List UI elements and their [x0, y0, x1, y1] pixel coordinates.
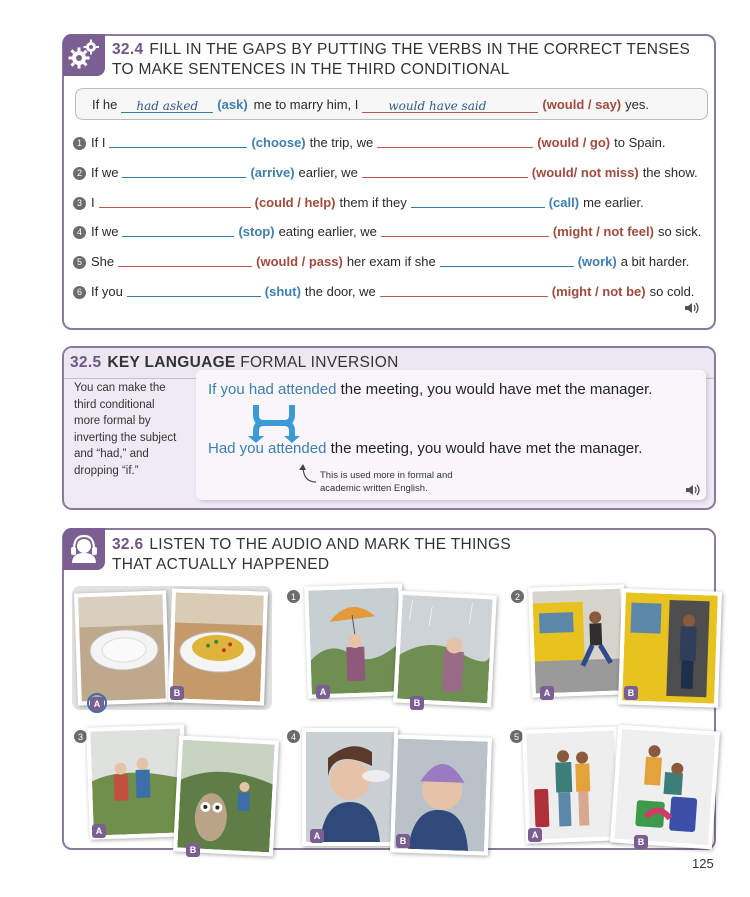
key-language-title: [70, 353, 399, 373]
item-text: If we: [91, 165, 119, 180]
picture-couple-with-suitcase[interactable]: [522, 726, 622, 843]
exercise-item-2: [73, 162, 698, 181]
picture-couple-packing-bags[interactable]: [610, 725, 720, 850]
option-a-badge[interactable]: A: [90, 697, 104, 711]
sentence-rest: the meeting, you would have met the manager.: [340, 381, 653, 398]
exercise-item-3: [73, 192, 644, 211]
item-number: 2: [73, 167, 86, 180]
item-number: 4: [73, 226, 86, 239]
item-text: a bit harder.: [620, 254, 690, 269]
title-bold: KEY LANGUAGE: [107, 354, 236, 371]
example-answer-field: [121, 98, 213, 113]
item-number: 6: [73, 286, 86, 299]
verb-cue: (would / go): [537, 135, 611, 150]
answer-field[interactable]: [122, 163, 246, 178]
option-a-badge[interactable]: A: [316, 685, 330, 699]
item-number: 3: [73, 197, 86, 210]
group-number: 2: [511, 590, 524, 603]
example-answer: would have said: [388, 98, 487, 113]
item-text: If I: [91, 135, 106, 150]
exercise-32-4-title: [112, 40, 690, 80]
item-text: me earlier.: [583, 195, 644, 210]
picture-people-on-hill[interactable]: [86, 724, 188, 839]
conditional-clause: If you had attended: [208, 381, 337, 398]
item-text: them if they: [339, 195, 407, 210]
option-b-badge[interactable]: B: [170, 686, 184, 700]
sentence-rest: the meeting, you would have met the manager.: [330, 440, 643, 457]
item-text: earlier, we: [298, 165, 358, 180]
exercise-item-5: [73, 251, 689, 270]
headphones-icon: [63, 528, 105, 570]
exercise-item-1: [73, 132, 665, 151]
verb-cue: (could / help): [254, 195, 336, 210]
title-line-1: FILL IN THE GAPS BY PUTTING THE VERBS IN THE CORRECT TENSES: [149, 41, 691, 58]
title-line-2: TO MAKE SENTENCES IN THE THIRD CONDITIONAL: [112, 61, 510, 78]
item-text: to Spain.: [614, 135, 666, 150]
verb-cue: (call): [548, 195, 580, 210]
curved-arrow-icon: [296, 462, 318, 486]
item-text: so cold.: [649, 284, 695, 299]
item-number: 1: [73, 137, 86, 150]
item-text: so sick.: [657, 224, 702, 239]
answer-field[interactable]: [127, 282, 261, 297]
example-text: me to marry him, I: [253, 96, 359, 112]
verb-cue: (would / pass): [256, 254, 343, 269]
answer-field[interactable]: [440, 252, 574, 267]
picture-owl-in-forest[interactable]: [173, 735, 279, 856]
audio-speaker-icon[interactable]: [684, 301, 700, 318]
title-line-2: THAT ACTUALLY HAPPENED: [112, 556, 330, 573]
answer-field[interactable]: [381, 222, 549, 237]
exercise-item-4: [73, 221, 701, 240]
item-text: her exam if she: [346, 254, 436, 269]
item-text: the trip, we: [309, 135, 374, 150]
inverted-clause: Had you attended: [208, 440, 327, 457]
picture-woman-with-umbrella[interactable]: [304, 583, 406, 698]
section-number: 32.4: [112, 41, 144, 58]
audio-speaker-icon[interactable]: [685, 483, 701, 500]
gears-icon: [63, 34, 105, 76]
answer-field[interactable]: [99, 193, 251, 208]
item-text: eating earlier, we: [278, 224, 377, 239]
verb-cue: (might / not feel): [552, 224, 654, 239]
verb-cue: (shut): [264, 284, 301, 299]
group-number: 3: [74, 730, 87, 743]
verb-cue: (ask): [217, 96, 248, 112]
item-text: If you: [91, 284, 123, 299]
item-text: If we: [91, 224, 119, 239]
answer-field[interactable]: [380, 282, 548, 297]
verb-cue: (would/ not miss): [531, 165, 639, 180]
verb-cue: (choose): [251, 135, 306, 150]
option-b-badge[interactable]: B: [410, 696, 424, 710]
group-number: 5: [510, 730, 523, 743]
option-b-badge[interactable]: B: [624, 686, 638, 700]
item-text: She: [91, 254, 115, 269]
item-text: the show.: [642, 165, 698, 180]
answer-field[interactable]: [411, 193, 545, 208]
exercise-item-6: [73, 281, 694, 300]
picture-man-running-for-train[interactable]: [528, 584, 628, 697]
section-number: 32.5: [70, 354, 102, 371]
verb-cue: (work): [577, 254, 617, 269]
item-number: 5: [73, 256, 86, 269]
example-answer-field: [362, 98, 538, 113]
verb-cue: (would / say): [542, 96, 622, 112]
usage-note: This is used more in formal and academic written English.: [320, 470, 453, 494]
example-text: yes.: [625, 96, 649, 112]
original-sentence: [208, 381, 652, 398]
verb-cue: (might / not be): [551, 284, 646, 299]
option-b-badge[interactable]: B: [186, 843, 200, 857]
option-a-badge[interactable]: A: [528, 828, 542, 842]
exercise-32-6-title: [112, 535, 511, 575]
example-text: If he: [92, 96, 118, 112]
group-number: 1: [287, 590, 300, 603]
title-rest: FORMAL INVERSION: [240, 354, 399, 371]
option-a-badge[interactable]: A: [310, 829, 324, 843]
title-line-1: LISTEN TO THE AUDIO AND MARK THE THINGS: [149, 536, 512, 553]
answer-field[interactable]: [118, 252, 252, 267]
picture-woman-in-rain[interactable]: [393, 591, 497, 708]
verb-cue: (stop): [238, 224, 275, 239]
item-text: the door, we: [304, 284, 376, 299]
group-number: 4: [287, 730, 300, 743]
option-b-badge[interactable]: B: [634, 835, 648, 849]
option-a-badge[interactable]: A: [540, 686, 554, 700]
answer-field[interactable]: [122, 222, 234, 237]
inverted-sentence: [208, 440, 642, 457]
answer-field[interactable]: [377, 133, 533, 148]
example-answer: had asked: [136, 98, 199, 113]
answer-field[interactable]: [109, 133, 247, 148]
picture-empty-plate[interactable]: [74, 590, 170, 705]
option-a-badge[interactable]: A: [92, 824, 106, 838]
example-sentence: [75, 88, 708, 120]
section-number: 32.6: [112, 536, 144, 553]
verb-cue: (arrive): [250, 165, 295, 180]
answer-field[interactable]: [362, 163, 528, 178]
key-language-side-note: You can make the third conditional more formal by inverting the subject and “had,” and dropping “if.”: [74, 382, 177, 477]
page-number: 125: [692, 856, 714, 871]
item-text: I: [91, 195, 95, 210]
inversion-arrows-icon: [246, 403, 302, 443]
option-b-badge[interactable]: B: [396, 834, 410, 848]
